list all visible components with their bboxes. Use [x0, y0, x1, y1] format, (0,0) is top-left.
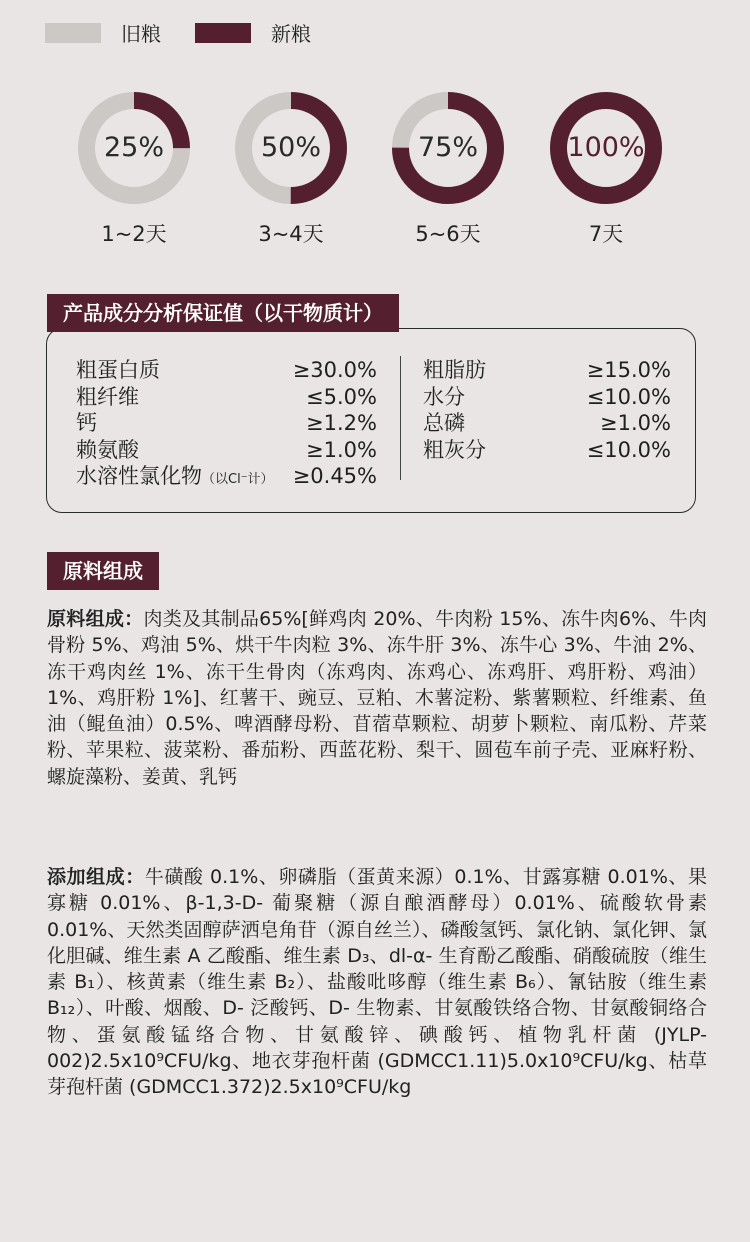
nutrient-value: ≤10.0%	[586, 437, 671, 462]
new-food-swatch	[195, 23, 251, 43]
ingredients-paragraph	[47, 606, 707, 790]
nutrient-value: ≤5.0%	[306, 384, 377, 409]
nutrient-name: 水溶性氯化物	[76, 464, 202, 488]
nutrient-name-group	[76, 463, 274, 494]
analysis-box	[46, 328, 696, 513]
analysis-row	[76, 410, 377, 437]
analysis-row	[423, 437, 671, 464]
nutrient-name: 水分	[423, 384, 465, 409]
analysis-title-tag: 产品成分分析保证值（以干物质计）	[47, 294, 399, 332]
additives-label: 添加组成：	[47, 866, 145, 888]
additives-text: 牛磺酸 0.1%、卵磷脂（蛋黄来源）0.1%、甘露寡糖 0.01%、果寡糖 0.01%、β-1,3-D- 葡聚糖（源自酿酒酵母）0.01%、硫酸软骨素 0.01%、天然类固醇萨洒皂角苷（源自丝兰）、磷酸氢钙、氯化钠、氯化钾、氯化胆碱、维生素 A 乙酸酯、维生素 D₃、dl-α- 生育酚乙酸酯、硝酸硫胺（维生素 B₁）、核黄素（维生素 B₂）、盐酸吡哆醇（维生素 B₆）、氰钴胺（维生素 B₁₂）、叶酸、烟酸、D- 泛酸钙、D- 生物素、甘氨酸铁络合物、甘氨酸铜络合物、蛋氨酸锰络合物、甘氨酸锌、碘酸钙、植物乳杆菌 (JYLP-002)2.5x10⁹CFU/kg、地衣芽孢杆菌 (GDMCC1.11)5.0x10⁹CFU/kg、枯草芽孢杆菌 (GDMCC1.372)2.5x10⁹CFU/kg	[47, 866, 707, 1099]
ring-days: 1~2天	[101, 222, 167, 246]
analysis-row	[76, 357, 377, 384]
additives-paragraph	[47, 864, 707, 1101]
legend-label-old: 旧粮	[121, 22, 161, 46]
ingredients-label: 原料组成：	[47, 608, 144, 630]
ring-days: 7天	[588, 222, 624, 246]
nutrient-value: ≥1.2%	[306, 411, 377, 435]
ingredients-tag: 原料组成	[47, 552, 159, 590]
analysis-right-column	[423, 357, 671, 463]
legend-item-old	[45, 18, 161, 47]
ring-percent: 75%	[417, 132, 478, 163]
analysis-left-column	[76, 357, 377, 494]
ring-days: 5~6天	[415, 222, 481, 246]
ring-percent: 50%	[260, 132, 321, 163]
nutrient-name: 粗灰分	[423, 437, 486, 462]
nutrient-name: 粗蛋白质	[76, 358, 160, 382]
analysis-row	[423, 357, 671, 384]
ingredients-text: 肉类及其制品65%[鲜鸡肉 20%、牛肉粉 15%、冻牛肉6%、牛肉骨粉 5%、鸡油 5%、烘干牛肉粒 3%、冻牛肝 3%、冻牛心 3%、牛油 2%、冻干鸡肉丝 1%、冻干生骨肉（冻鸡肉、冻鸡心、冻鸡肝、鸡肝粉、鸡油）1%、鸡肝粉 1%]、红薯干、豌豆、豆粕、木薯淀粉、紫薯颗粒、纤维素、鱼油（鲲鱼油）0.5%、啤酒酵母粉、苜蓿草颗粒、胡萝卜颗粒、南瓜粉、芹菜粉、苹果粒、菠菜粉、番茄粉、西蓝花粉、梨干、圆苞车前子壳、亚麻籽粉、螺旋藻粉、姜黄、乳钙	[47, 608, 707, 788]
nutrient-name: 粗脂肪	[423, 358, 486, 382]
nutrient-value: ≥1.0%	[306, 437, 377, 462]
ring-percent: 100%	[567, 132, 645, 163]
nutrient-name: 总磷	[423, 411, 465, 435]
nutrient-value: ≥15.0%	[586, 358, 671, 382]
ring-stage-3	[388, 88, 508, 248]
legend	[45, 18, 345, 47]
column-divider	[400, 356, 401, 480]
ring-stage-2	[231, 88, 351, 248]
ring-stage-1	[74, 88, 194, 248]
analysis-row	[76, 384, 377, 411]
nutrient-name: 赖氨酸	[76, 437, 139, 462]
analysis-row	[423, 384, 671, 411]
ring-percent: 25%	[103, 132, 164, 163]
nutrient-value: ≤10.0%	[586, 384, 671, 409]
nutrient-value: ≥0.45%	[292, 464, 377, 488]
nutrient-name: 粗纤维	[76, 384, 139, 409]
nutrient-name: 钙	[76, 411, 97, 435]
ring-stage-4	[546, 88, 666, 248]
legend-label-new: 新粮	[271, 22, 311, 46]
analysis-row	[76, 463, 377, 494]
analysis-row	[423, 410, 671, 437]
legend-item-new	[195, 18, 311, 47]
transition-rings	[0, 88, 750, 248]
old-food-swatch	[45, 23, 101, 43]
nutrient-note: （以Cl⁻计）	[202, 472, 274, 487]
ring-days: 3~4天	[258, 222, 324, 246]
nutrient-value: ≥1.0%	[600, 411, 671, 435]
nutrient-value: ≥30.0%	[292, 358, 377, 382]
analysis-row	[76, 437, 377, 464]
